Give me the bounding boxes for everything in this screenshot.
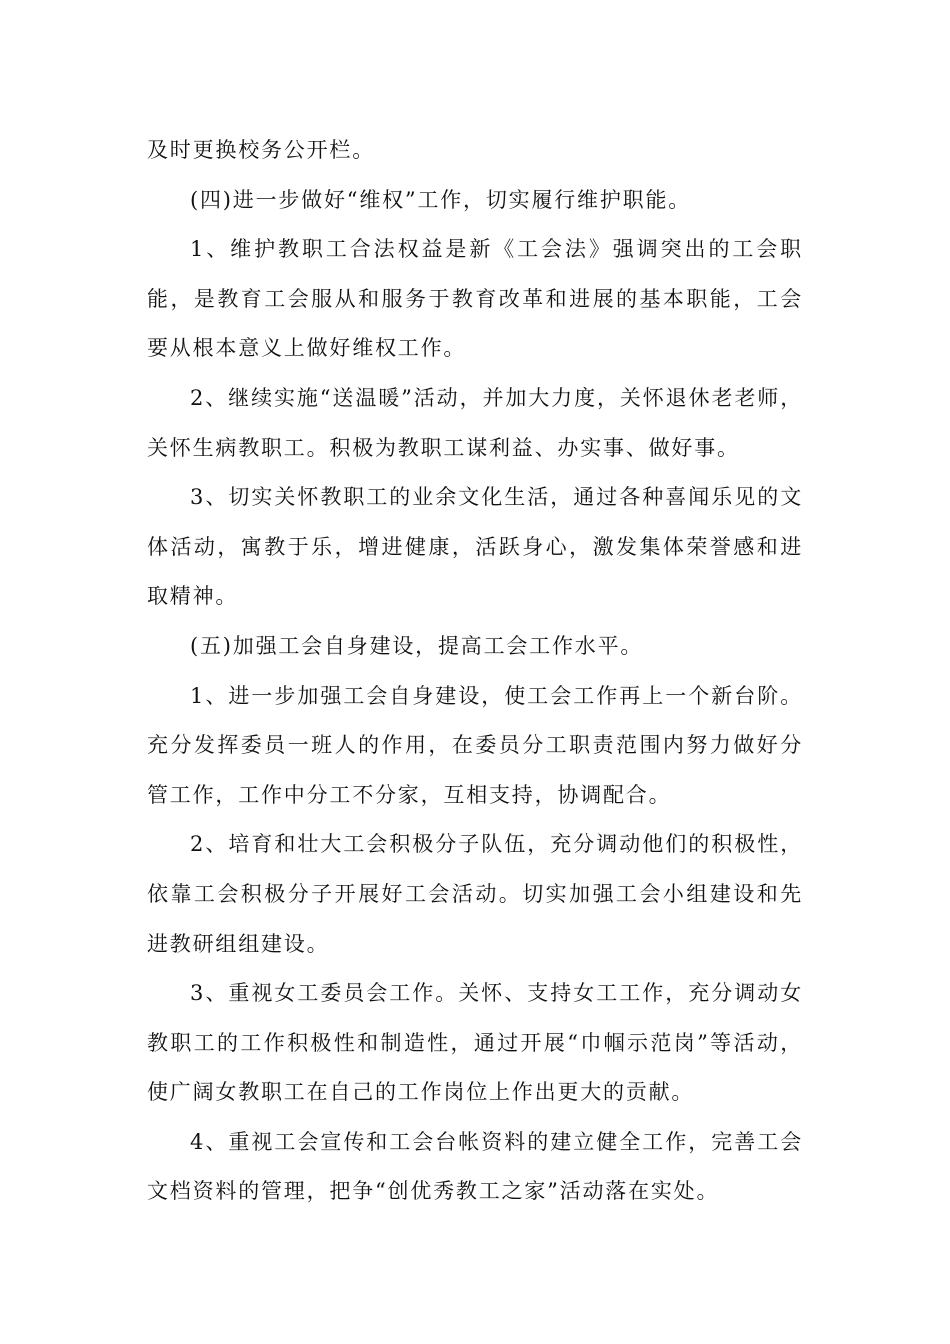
paragraph-4-1: 1、维护教职工合法权益是新《工会法》强调突出的工会职能，是教育工会服从和服务于教育改革和进展的基本职能，工会要从根本意义上做好维权工作。 bbox=[147, 237, 803, 361]
paragraph-5-4: 4、重视工会宣传和工会台帐资料的建立健全工作，完善工会文档资料的管理，把争“创优秀教工之家”活动落在实处。 bbox=[147, 1129, 803, 1204]
section-heading-5: (五)加强工会自身建设，提高工会工作水平。 bbox=[190, 633, 644, 658]
paragraph-5-3: 3、重视女工委员会工作。关怀、支持女工工作，充分调动女教职工的工作积极性和制造性，通过开展“巾帼示范岗”等活动，使广阔女教职工在自己的工作岗位上作出更大的贡献。 bbox=[147, 981, 803, 1105]
paragraph-continuation: 及时更换校务公开栏。 bbox=[147, 138, 375, 162]
document-body bbox=[147, 126, 803, 1217]
paragraph-4-3: 3、切实关怀教职工的业余文化生活，通过各种喜闻乐见的文体活动，寓教于乐，增进健康，活跃身心，激发集体荣誉感和进取精神。 bbox=[147, 485, 803, 609]
paragraph-5-1: 1、进一步加强工会自身建设，使工会工作再上一个新台阶。充分发挥委员一班人的作用，在委员分工职责范围内努力做好分管工作，工作中分工不分家，互相支持，协调配合。 bbox=[147, 683, 803, 807]
paragraph-4-2: 2、继续实施“送温暖”活动，并加大力度，关怀退休老老师，关怀生病教职工。积极为教职工谋利益、办实事、做好事。 bbox=[147, 385, 803, 460]
paragraph-5-2: 2、培育和壮大工会积极分子队伍，充分调动他们的积极性，依靠工会积极分子开展好工会活动。切实加强工会小组建设和先进教研组组建设。 bbox=[147, 832, 803, 956]
section-heading-4: (四)进一步做好“维权”工作，切实履行维护职能。 bbox=[190, 187, 692, 212]
